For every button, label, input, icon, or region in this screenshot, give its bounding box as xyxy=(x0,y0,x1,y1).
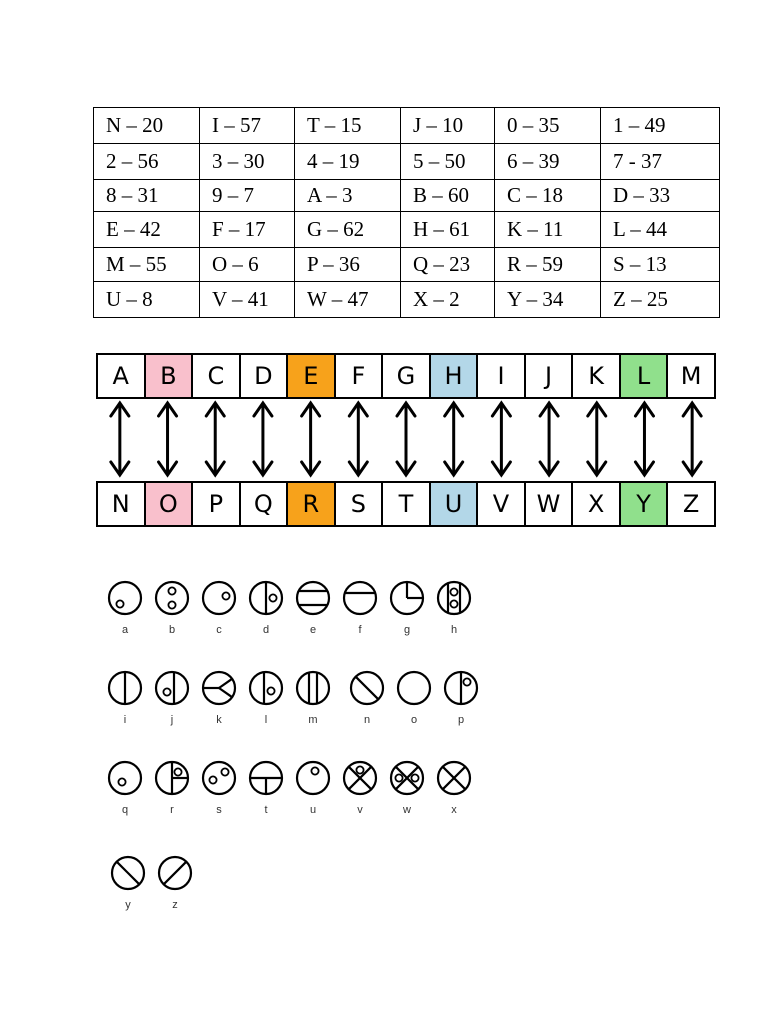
letter-cell: F xyxy=(336,355,384,397)
cipher-symbol-a xyxy=(109,582,141,614)
table-cell: X – 2 xyxy=(401,282,495,318)
symbol-label: z xyxy=(172,899,178,911)
letter-cell: B xyxy=(146,355,194,397)
cipher-symbol-x xyxy=(438,762,470,794)
cipher-symbol-i xyxy=(109,672,141,704)
letter-cell: H xyxy=(431,355,479,397)
symbol-label: r xyxy=(170,804,174,816)
table-cell: O – 6 xyxy=(200,248,295,282)
table-cell: 3 – 30 xyxy=(200,144,295,180)
cipher-symbol-d xyxy=(250,582,282,614)
symbol-label: q xyxy=(121,804,129,816)
table-cell: K – 11 xyxy=(495,212,601,248)
letter-cell: W xyxy=(526,483,574,525)
letter-cell: T xyxy=(383,483,431,525)
symbol-label: w xyxy=(403,804,411,816)
table-cell: 1 – 49 xyxy=(601,108,720,144)
cipher-symbol-g xyxy=(391,582,423,614)
table-cell: H – 61 xyxy=(401,212,495,248)
symbol-label: h xyxy=(450,624,458,636)
symbol-label: n xyxy=(363,714,371,726)
table-cell: C – 18 xyxy=(495,180,601,212)
letter-cell: A xyxy=(98,355,146,397)
letter-cell: Y xyxy=(621,483,669,525)
letter-cell: I xyxy=(478,355,526,397)
table-cell: 9 – 7 xyxy=(200,180,295,212)
table-cell: 2 – 56 xyxy=(94,144,200,180)
symbol-label: l xyxy=(264,714,268,726)
symbol-label: e xyxy=(309,624,317,636)
table-cell: N – 20 xyxy=(94,108,200,144)
symbol-label: u xyxy=(309,804,317,816)
table-cell: P – 36 xyxy=(295,248,401,282)
letter-cell: L xyxy=(621,355,669,397)
table-cell: V – 41 xyxy=(200,282,295,318)
cipher-symbol-t xyxy=(250,762,282,794)
symbol-label: o xyxy=(410,714,418,726)
table-cell: 0 – 35 xyxy=(495,108,601,144)
cipher-symbol-q xyxy=(109,762,141,794)
letter-cell: J xyxy=(526,355,574,397)
letter-cell: M xyxy=(680,362,702,390)
letter-cell: O xyxy=(146,483,194,525)
cipher-symbol-w xyxy=(391,762,423,794)
cipher-symbol-p xyxy=(445,672,477,704)
symbol-label: y xyxy=(125,899,131,911)
table-cell: L – 44 xyxy=(601,212,720,248)
table-cell: 8 – 31 xyxy=(94,180,200,212)
letter-cell: X xyxy=(573,483,621,525)
symbol-label: s xyxy=(216,804,222,816)
letter-cell: P xyxy=(193,483,241,525)
symbol-label: v xyxy=(357,804,363,816)
cipher-symbol-k xyxy=(203,672,235,704)
symbol-label: p xyxy=(457,714,465,726)
symbol-label: x xyxy=(451,804,457,816)
cipher-symbol-h xyxy=(438,582,470,614)
symbol-label: i xyxy=(123,714,127,726)
cipher-symbol-z xyxy=(159,857,191,889)
letter-cell: U xyxy=(431,483,479,525)
symbol-label: g xyxy=(403,624,411,636)
symbol-label: f xyxy=(358,624,362,636)
cipher-symbol-n xyxy=(351,672,383,704)
cipher-symbol-e xyxy=(297,582,329,614)
table-cell: T – 15 xyxy=(295,108,401,144)
cipher-symbol-o xyxy=(398,672,430,704)
table-cell: Z – 25 xyxy=(601,282,720,318)
table-cell: B – 60 xyxy=(401,180,495,212)
letter-cell: E xyxy=(288,355,336,397)
symbol-label: c xyxy=(216,624,222,636)
symbol-label: m xyxy=(308,714,318,726)
cipher-symbol-s xyxy=(203,762,235,794)
symbol-label: d xyxy=(262,624,270,636)
letter-cell: Z xyxy=(682,490,700,518)
table-cell: E – 42 xyxy=(94,212,200,248)
cipher-symbol-v xyxy=(344,762,376,794)
letter-cell: K xyxy=(573,355,621,397)
table-cell: W – 47 xyxy=(295,282,401,318)
cipher-symbol-r xyxy=(156,762,188,794)
letter-cell: V xyxy=(478,483,526,525)
letter-cell: G xyxy=(383,355,431,397)
table-cell: R – 59 xyxy=(495,248,601,282)
letter-cell: C xyxy=(193,355,241,397)
letter-cell: S xyxy=(336,483,384,525)
table-cell: D – 33 xyxy=(601,180,720,212)
cipher-symbol-j xyxy=(156,672,188,704)
cipher-symbol-f xyxy=(344,582,376,614)
letter-cell: N xyxy=(98,483,146,525)
symbol-label: a xyxy=(121,624,129,636)
symbol-label: t xyxy=(264,804,268,816)
table-cell: M – 55 xyxy=(94,248,200,282)
cipher-symbol-l xyxy=(250,672,282,704)
symbol-label: k xyxy=(216,714,222,726)
table-cell: G – 62 xyxy=(295,212,401,248)
table-cell: 7 - 37 xyxy=(601,144,720,180)
letter-cell: R xyxy=(288,483,336,525)
cipher-symbol-u xyxy=(297,762,329,794)
cipher-symbol-y xyxy=(112,857,144,889)
table-cell: A – 3 xyxy=(295,180,401,212)
cipher-symbol-c xyxy=(203,582,235,614)
table-cell: J – 10 xyxy=(401,108,495,144)
table-cell: S – 13 xyxy=(601,248,720,282)
table-cell: I – 57 xyxy=(200,108,295,144)
cipher-symbol-m xyxy=(297,672,329,704)
table-cell: 4 – 19 xyxy=(295,144,401,180)
table-cell: F – 17 xyxy=(200,212,295,248)
letter-cell: Q xyxy=(241,483,289,525)
letter-cell: D xyxy=(241,355,289,397)
cipher-symbol-b xyxy=(156,582,188,614)
symbol-label: j xyxy=(170,714,174,726)
symbol-label: b xyxy=(168,624,176,636)
table-cell: 6 – 39 xyxy=(495,144,601,180)
table-cell: Y – 34 xyxy=(495,282,601,318)
table-cell: 5 – 50 xyxy=(401,144,495,180)
table-cell: U – 8 xyxy=(94,282,200,318)
table-cell: Q – 23 xyxy=(401,248,495,282)
